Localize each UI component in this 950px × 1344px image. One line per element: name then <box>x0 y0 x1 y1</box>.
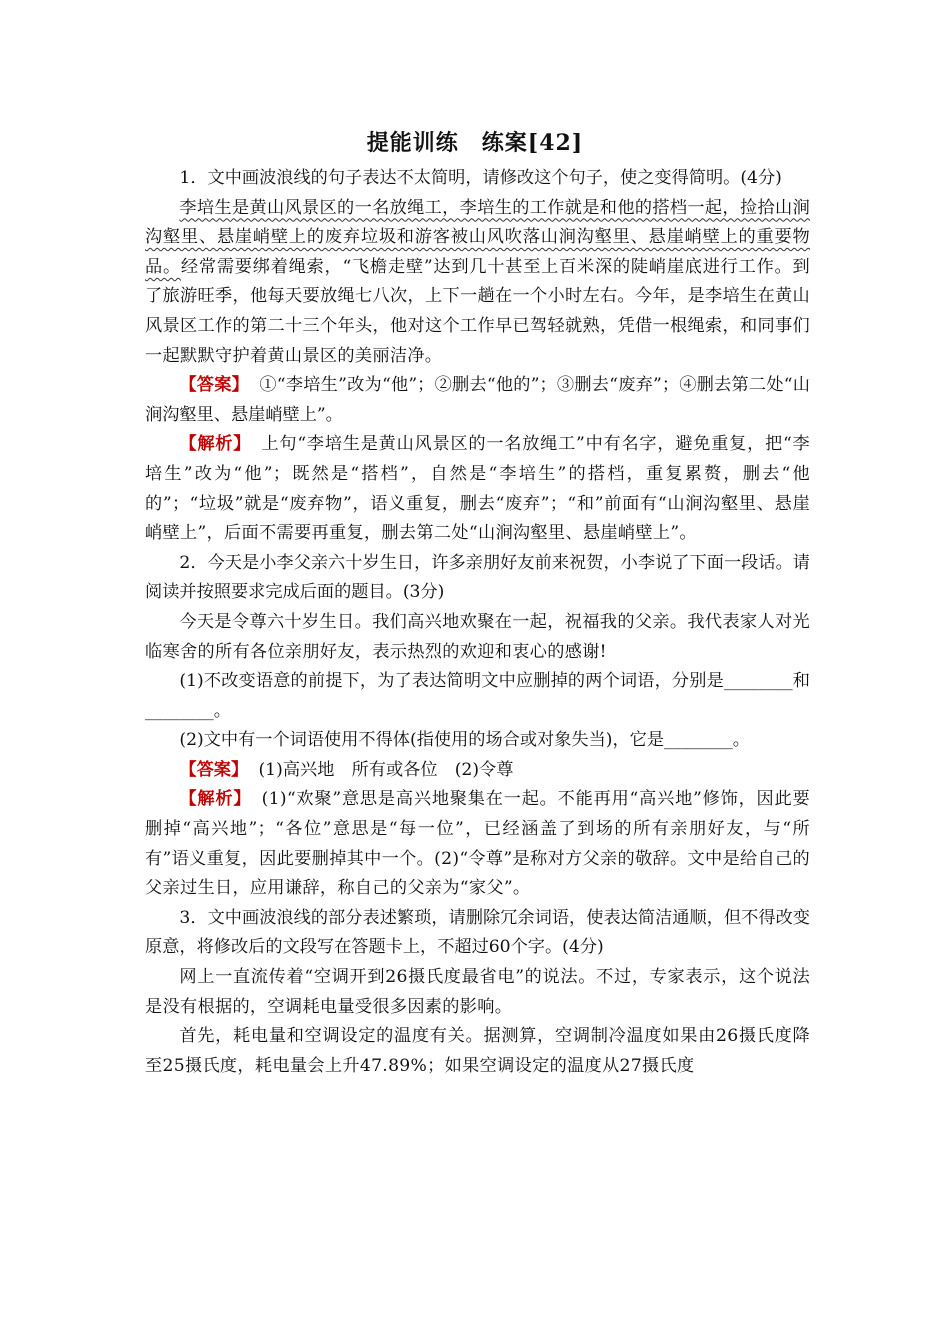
analysis-text: (1)“欢聚”意思是高兴地聚集在一起。不能再用“高兴地”修饰，因此要删掉“高兴地”；“各位”意思是“每一位”，已经涵盖了到场的所有亲朋好友，与“所有”语义重复，因此要删掉其中一个。(2)“令尊”是称对方父亲的敬辞。文中是给自己的父亲过生日，应用谦辞，称自己的父亲为“家父”。 <box>145 789 810 899</box>
question-2-analysis <box>145 785 810 903</box>
answer-tag: 【答案】 <box>179 375 250 396</box>
question-1-passage <box>145 194 810 372</box>
question-3-paragraph-2: 首先，耗电量和空调设定的温度有关。据测算，空调制冷温度如果由26摄氏度降至25摄氏度，耗电量会上升47.89%；如果空调设定的温度从27摄氏度 <box>145 1026 810 1076</box>
question-1-answer <box>145 371 810 430</box>
answer-text: (1)高兴地 所有或各位 (2)令尊 <box>258 759 514 780</box>
question-2-passage: 今天是令尊六十岁生日。我们高兴地欢聚在一起，祝福我的父亲。我代表家人对光临寒舍的所有各位亲朋好友，表示热烈的欢迎和衷心的感谢! <box>145 611 810 662</box>
question-2-prompt: 2．今天是小李父亲六十岁生日，许多亲朋好友前来祝贺，小李说了下面一段话。请阅读并按照要求完成后面的题目。(3分) <box>145 552 810 603</box>
question-3-paragraph-1: 网上一直流传着“空调开到26摄氏度最省电”的说法。不过，专家表示，这个说法是没有根据的，空调耗电量受很多因素的影响。 <box>145 967 810 1017</box>
page-title: 提能训练 练案[42] <box>366 130 584 156</box>
analysis-tag: 【解析】 <box>179 434 252 455</box>
question-2-answer <box>145 756 810 786</box>
question-1-prompt: 1．文中画波浪线的句子表达不太简明，请修改这个句子，使之变得简明。(4分) <box>179 168 782 188</box>
question-1-analysis <box>145 430 810 548</box>
document-body <box>145 164 810 1081</box>
answer-text: ①“李培生”改为“他”；②删去“他的”；③删去“废弃”；④删去第二处“山涧沟壑里、悬崖峭壁上”。 <box>145 375 810 425</box>
question-3-prompt: 3．文中画波浪线的部分表述繁琐，请删除冗余词语，使表达简洁通顺，但不得改变原意，将修改后的文段写在答题卡上，不超过60个字。(4分) <box>145 907 810 958</box>
analysis-tag: 【解析】 <box>179 789 252 810</box>
question-2-sub-1: (1)不改变语意的前提下，为了表达简明文中应删掉的两个词语，分别是________和________。 <box>145 671 810 721</box>
analysis-text: 上句“李培生是黄山风景区的一名放绳工”中有名字，避免重复，把“李培生”改为“他”；既然是“搭档”，自然是“李培生”的搭档，重复累赘，删去“他的”；“垃圾”就是“废弃物”，语义重复，删去“废弃”；“和”前面有“山涧沟壑里、悬崖峭壁上”，后面不需要再重复，删去第二处“山涧沟壑里、悬崖峭壁上”。 <box>145 434 811 544</box>
question-2-sub-2: (2)文中有一个词语使用不得体(指使用的场合或对象失当)，它是________。 <box>179 730 750 751</box>
passage-continued: 经常需要绑着绳索，“飞檐走壁”达到几十甚至上百米深的陡峭崖底进行工作。到了旅游旺季，他每天要放绳七八次，上下一趟在一个小时左右。今年，是李培生在黄山风景区工作的第二十三个年头，他对这个工作早已驾轻就熟，凭借一根绳索，和同事们一起默默守护着黄山景区的美丽洁净。 <box>145 256 810 366</box>
wavy-underlined-sentence: 李培生是黄山风景区的一名放绳工，李培生的工作就是和他的搭档一起，捡拾山涧沟壑里、悬崖峭壁上的废弃垃圾和游客被山风吹落山涧沟壑里、悬崖峭壁上的重要物品。 <box>145 197 810 277</box>
answer-tag: 【答案】 <box>179 759 249 780</box>
